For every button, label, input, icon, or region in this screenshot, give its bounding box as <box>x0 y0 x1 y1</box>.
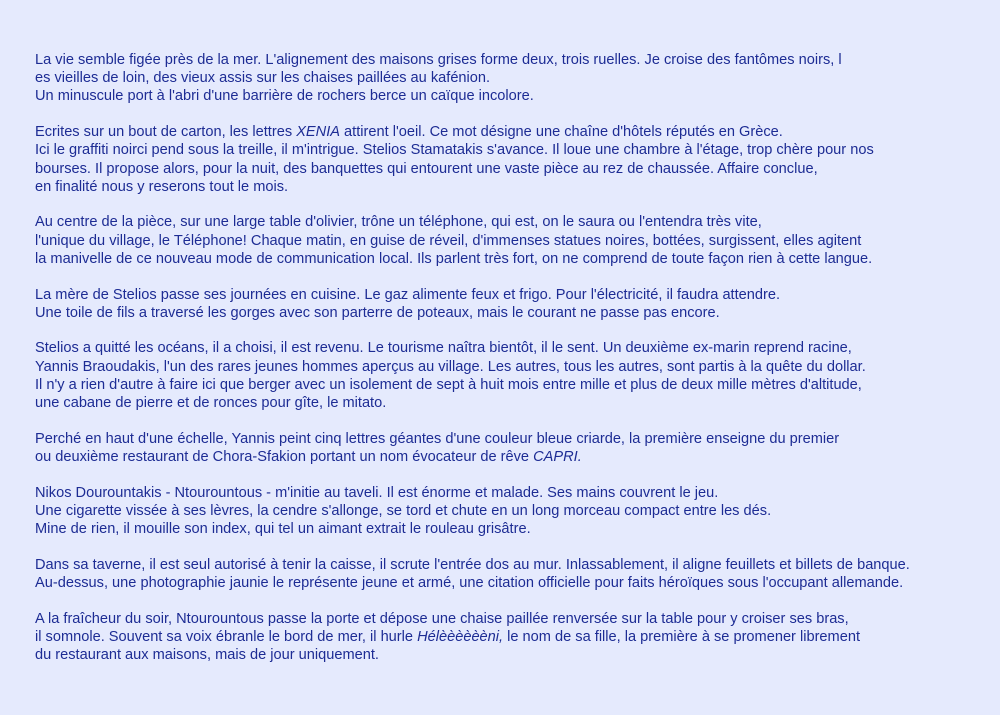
paragraph <box>35 286 985 322</box>
text-line <box>35 394 985 412</box>
text-segment: Au centre de la pièce, sur une large table d'olivier, trône un téléphone, qui est, on le saura ou l'entendra très vite, <box>35 214 762 231</box>
text-line <box>35 646 985 664</box>
text-line <box>35 69 985 87</box>
paragraph <box>35 610 985 665</box>
text-segment: il somnole. Souvent sa voix ébranle le bord de mer, il hurle <box>35 628 418 645</box>
text-line <box>35 430 985 448</box>
italic-text: Hélèèèèèèni, <box>417 628 504 645</box>
italic-text: XENIA <box>296 124 340 141</box>
text-line <box>35 574 985 592</box>
text-line <box>35 141 985 159</box>
text-line <box>35 51 985 69</box>
text-line <box>35 502 985 520</box>
text-segment: Mine de rien, il mouille son index, qui tel un aimant extrait le rouleau grisâtre. <box>35 521 531 538</box>
text-segment: Perché en haut d'une échelle, Yannis peint cinq lettres géantes d'une couleur bleue criarde, la première enseigne du premier <box>35 430 840 447</box>
paragraph <box>35 213 985 268</box>
paragraph <box>35 51 985 106</box>
text-segment: le nom de sa fille, la première à se promener librement <box>503 628 860 645</box>
text-line <box>35 286 985 304</box>
text-segment: La mère de Stelios passe ses journées en cuisine. Le gaz alimente feux et frigo. Pour l'électricité, il faudra attendre. <box>35 286 781 303</box>
text-segment: Un minuscule port à l'abri d'une barrière de rochers berce un caïque incolore. <box>35 88 534 105</box>
paragraph <box>35 339 985 412</box>
text-line <box>35 376 985 394</box>
text-segment: attirent l'oeil. Ce mot désigne une chaîne d'hôtels réputés en Grèce. <box>340 124 783 141</box>
text-segment: Nikos Dourountakis - Ntourountous - m'initie au taveli. Il est énorme et malade. Ses mains couvrent le jeu. <box>35 484 719 501</box>
text-segment: Une cigarette vissée à ses lèvres, la cendre s'allonge, se tord et chute en un long morceau compact entre les dés. <box>35 502 772 519</box>
text-segment: Ecrites sur un bout de carton, les lettres <box>35 124 297 141</box>
text-segment: es vieilles de loin, des vieux assis sur les chaises paillées au kafénion. <box>35 70 491 87</box>
paragraph <box>35 430 985 466</box>
text-segment: Stelios a quitté les océans, il a choisi, il est revenu. Le tourisme naîtra bientôt, il le sent. Un deuxième ex-marin reprend racine, <box>35 340 852 357</box>
text-segment: Une toile de fils a traversé les gorges avec son parterre de poteaux, mais le courant ne passe pas encore. <box>35 304 720 321</box>
text-line <box>35 628 985 646</box>
paragraph <box>35 556 985 592</box>
text-line <box>35 232 985 250</box>
text-segment: Yannis Braoudakis, l'un des rares jeunes hommes aperçus au village. Les autres, tous les autres, sont partis à la quête du dollar. <box>35 358 866 375</box>
text-segment: ou deuxième restaurant de Chora-Sfakion portant un nom évocateur de rêve <box>35 448 534 465</box>
text-line <box>35 250 985 268</box>
text-segment: du restaurant aux maisons, mais de jour uniquement. <box>35 647 379 664</box>
text-line <box>35 123 985 141</box>
text-line <box>35 610 985 628</box>
text-segment: Dans sa taverne, il est seul autorisé à tenir la caisse, il scrute l'entrée dos au mur. Inlassablement, il aligne feuillets et billets de banque. <box>35 556 910 573</box>
text-line <box>35 358 985 376</box>
text-line <box>35 213 985 231</box>
text-segment: l'unique du village, le Téléphone! Chaque matin, en guise de réveil, d'immenses statues noires, bottées, surgissent, elles agitent <box>35 232 862 249</box>
text-line <box>35 160 985 178</box>
paragraph <box>35 484 985 539</box>
text-line <box>35 304 985 322</box>
text-line <box>35 556 985 574</box>
text-segment: La vie semble figée près de la mer. L'alignement des maisons grises forme deux, trois ruelles. Je croise des fantômes noirs, l <box>35 52 842 68</box>
text-line <box>35 87 985 105</box>
text-segment: A la fraîcheur du soir, Ntourountous passe la porte et dépose une chaise paillée renversée sur la table pour y croiser ses bras, <box>35 610 849 627</box>
italic-text: CAPRI. <box>533 448 582 465</box>
text-line <box>35 484 985 502</box>
text-segment: Au-dessus, une photographie jaunie le représente jeune et armé, une citation officielle pour faits héroïques sous l'occupant allemande. <box>35 574 904 591</box>
text-segment: en finalité nous y reserons tout le mois. <box>35 178 289 195</box>
text-line <box>35 520 985 538</box>
text-segment: Il n'y a rien d'autre à faire ici que berger avec un isolement de sept à huit mois entre mille et plus de deux mille mètres d'altitude, <box>35 376 862 393</box>
text-line <box>35 448 985 466</box>
paragraph <box>35 123 985 196</box>
text-line <box>35 178 985 196</box>
document-body <box>35 51 985 682</box>
text-line <box>35 339 985 357</box>
text-segment: une cabane de pierre et de ronces pour gîte, le mitato. <box>35 395 387 412</box>
text-segment: bourses. Il propose alors, pour la nuit, des banquettes qui entourent une vaste pièce au rez de chaussée. Affaire conclue, <box>35 160 818 177</box>
text-segment: la manivelle de ce nouveau mode de communication local. Ils parlent très fort, on ne comprend de toute façon rien à cette langue. <box>35 250 873 267</box>
text-segment: Ici le graffiti noirci pend sous la treille, il m'intrigue. Stelios Stamatakis s'avance. Il loue une chambre à l'étage, trop chère pour nos <box>35 142 874 159</box>
